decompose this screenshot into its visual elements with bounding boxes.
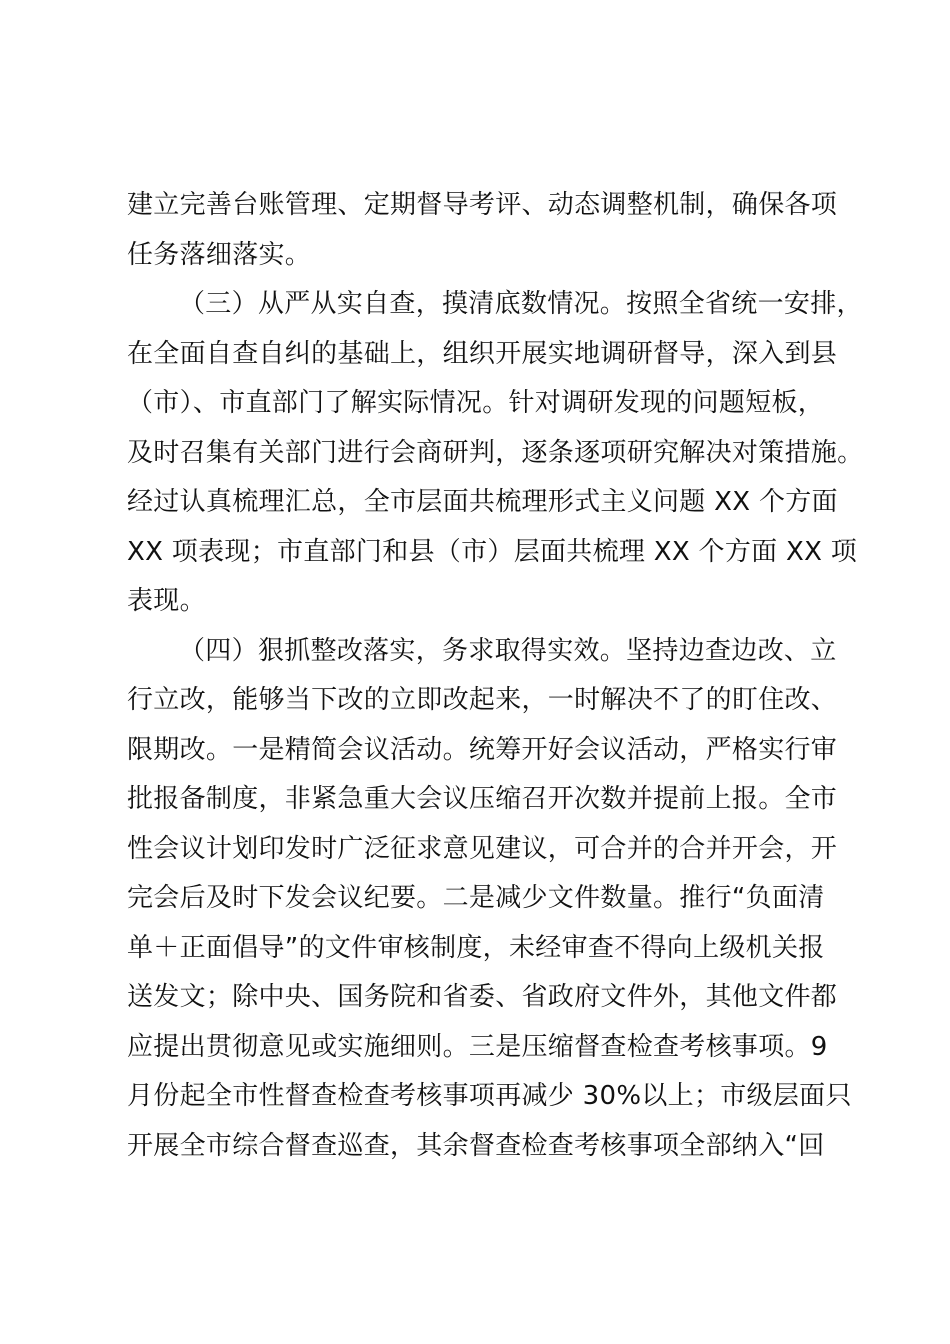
text-line: 批报备制度，非紧急重大会议压缩召开次数并提前上报。全市 [127,784,838,814]
text-line: 在全面自查自纠的基础上，组织开展实地调研督导，深入到县 [127,338,838,369]
text-line: 行立改，能够当下改的立即改起来，一时解决不了的盯住改、 [127,685,838,715]
text-line: 及时召集有关部门进行会商研判，逐条逐项研究解决对策措施。 [127,437,864,468]
paragraph-heading-line: （四）狠抓整改落实，务求取得实效。坚持边查边改、立 [179,635,837,666]
text-line: 送发文；除中央、国务院和省委、省政府文件外，其他文件都 [127,982,838,1012]
text-line: 限期改。一是精简会议活动。统筹开好会议活动，严格实行审 [127,734,838,765]
text-line: 表现。 [127,586,206,616]
text-line: 任务落细落实。 [127,239,312,270]
text-line: 经过认真梳理汇总，全市层面共梳理形式主义问题 XX 个方面 [127,487,838,517]
paragraph-heading-line: （三）从严从实自查，摸清底数情况。按照全省统一安排， [179,289,863,319]
text-line: 月份起全市性督查检查考核事项再减少 30%以上；市级层面只 [127,1081,852,1111]
text-line: 完会后及时下发会议纪要。二是减少文件数量。推行“负面清 [127,883,825,913]
text-line: 单＋正面倡导”的文件审核制度，未经审查不得向上级机关报 [127,932,825,963]
text-line: 性会议计划印发时广泛征求意见建议，可合并的合并开会，开 [127,833,838,864]
text-line: （市）、市直部门了解实际情况。针对调研发现的问题短板， [127,388,825,418]
body-text [127,181,867,1171]
text-line: 开展全市综合督查巡查，其余督查检查考核事项全部纳入“回 [127,1130,825,1161]
text-line: 应提出贯彻意见或实施细则。三是压缩督查检查考核事项。9 [127,1031,828,1062]
text-line: 建立完善台账管理、定期督导考评、动态调整机制，确保各项 [127,190,838,220]
text-line: XX 项表现；市直部门和县（市）层面共梳理 XX 个方面 XX 项 [127,536,858,567]
